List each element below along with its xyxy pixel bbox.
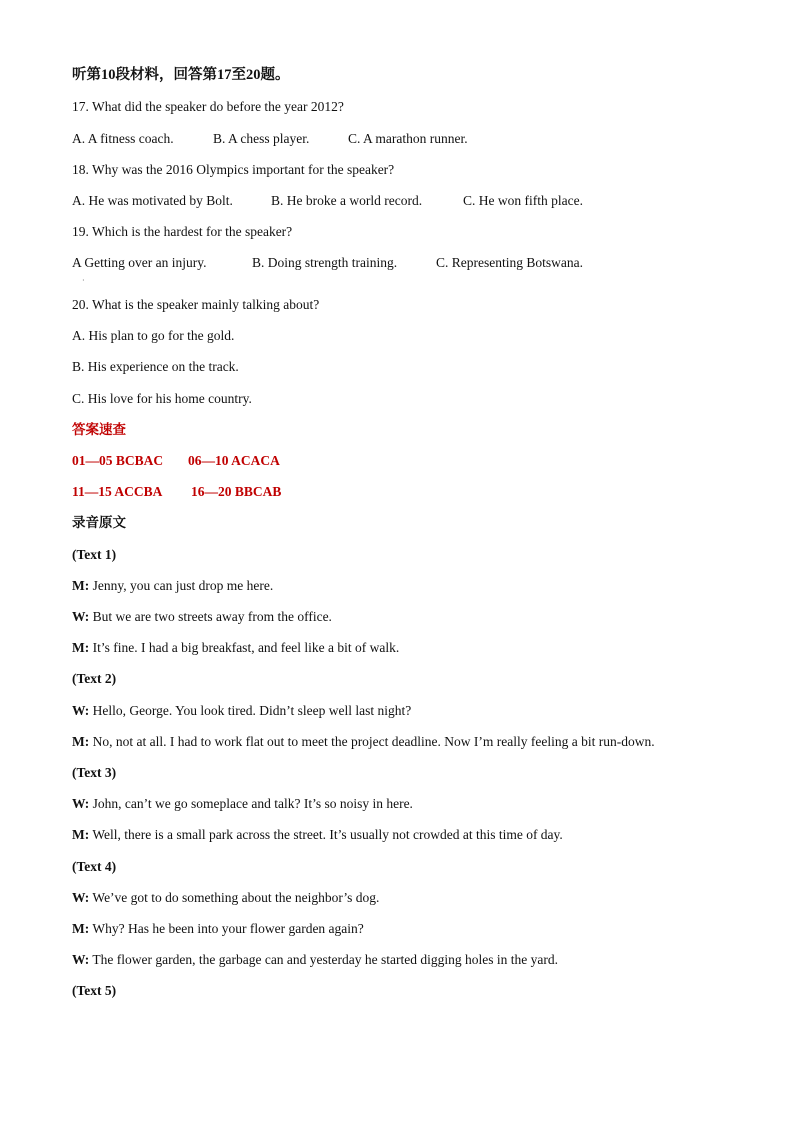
- speaker: W:: [72, 890, 90, 905]
- dialogue-line: [72, 733, 655, 751]
- question-20-option-b: B. His experience on the track.: [72, 359, 239, 374]
- dialogue-line: [72, 826, 563, 844]
- option-a: A Getting over an injury.: [72, 255, 207, 270]
- question-18: 18. Why was the 2016 Olympics important for the speaker?: [72, 162, 395, 177]
- speaker: M:: [72, 921, 90, 936]
- text-5-label: (Text 5): [72, 983, 117, 998]
- utterance: No, not at all. I had to work flat out to meet the project deadline. Now I’m really feeling a bit run-down.: [92, 734, 655, 749]
- answers-title: 答案速查: [72, 422, 126, 437]
- speaker: M:: [72, 827, 90, 842]
- utterance: Hello, George. You look tired. Didn’t sleep well last night?: [92, 703, 412, 718]
- answers-range: 01—05 BCBAC: [72, 453, 164, 468]
- stray-mark: ·: [82, 276, 85, 285]
- question-19: 19. Which is the hardest for the speaker?: [72, 224, 293, 239]
- question-19-options: [72, 254, 583, 272]
- dialogue-line: [72, 889, 379, 907]
- dialogue-line: [72, 795, 413, 813]
- question-20-option-c: C. His love for his home country.: [72, 391, 252, 406]
- question-20-option-a: A. His plan to go for the gold.: [72, 328, 235, 343]
- text-3-label: (Text 3): [72, 765, 117, 780]
- speaker: W:: [72, 796, 90, 811]
- speaker: M:: [72, 734, 90, 749]
- speaker: W:: [72, 703, 90, 718]
- question-17: 17. What did the speaker do before the year 2012?: [72, 99, 344, 114]
- utterance: John, can’t we go someplace and talk? It’s so noisy in here.: [92, 796, 413, 811]
- option-c: C. He won fifth place.: [463, 193, 583, 208]
- option-c: C. A marathon runner.: [348, 131, 468, 146]
- dialogue-line: [72, 951, 558, 969]
- text-2-label: (Text 2): [72, 671, 117, 686]
- dialogue-line: [72, 702, 411, 720]
- speaker: M:: [72, 578, 90, 593]
- utterance: Jenny, you can just drop me here.: [92, 578, 274, 593]
- answers-row-2: [72, 483, 281, 501]
- text-1-label: (Text 1): [72, 547, 117, 562]
- option-b: B. A chess player.: [213, 131, 310, 146]
- question-17-options: [72, 130, 468, 148]
- dialogue-line: [72, 639, 399, 657]
- speaker: W:: [72, 952, 90, 967]
- utterance: Why? Has he been into your flower garden again?: [92, 921, 364, 936]
- answers-range: 06—10 ACACA: [188, 453, 280, 468]
- dialogue-line: [72, 577, 273, 595]
- utterance: The flower garden, the garbage can and yesterday he started digging holes in the yard.: [92, 952, 558, 967]
- answers-range: 11—15 ACCBA: [72, 484, 163, 499]
- transcript-title: 录音原文: [72, 515, 126, 530]
- option-b: B. Doing strength training.: [252, 255, 398, 270]
- option-a: A. A fitness coach.: [72, 131, 174, 146]
- question-20: 20. What is the speaker mainly talking about?: [72, 297, 320, 312]
- utterance: Well, there is a small park across the street. It’s usually not crowded at this time of day.: [92, 827, 563, 842]
- option-c: C. Representing Botswana.: [436, 255, 583, 270]
- answers-row-1: [72, 452, 280, 470]
- speaker: M:: [72, 640, 90, 655]
- option-b: B. He broke a world record.: [271, 193, 423, 208]
- question-18-options: [72, 192, 583, 210]
- utterance: We’ve got to do something about the neighbor’s dog.: [92, 890, 380, 905]
- section-title: 听第10段材料，回答第17至20题。: [72, 67, 290, 83]
- option-a: A. He was motivated by Bolt.: [72, 193, 233, 208]
- answers-range: 16—20 BBCAB: [191, 484, 282, 499]
- dialogue-line: [72, 920, 364, 938]
- utterance: But we are two streets away from the office.: [92, 609, 332, 624]
- speaker: W:: [72, 609, 90, 624]
- utterance: It’s fine. I had a big breakfast, and feel like a bit of walk.: [92, 640, 400, 655]
- dialogue-line: [72, 608, 332, 626]
- text-4-label: (Text 4): [72, 859, 117, 874]
